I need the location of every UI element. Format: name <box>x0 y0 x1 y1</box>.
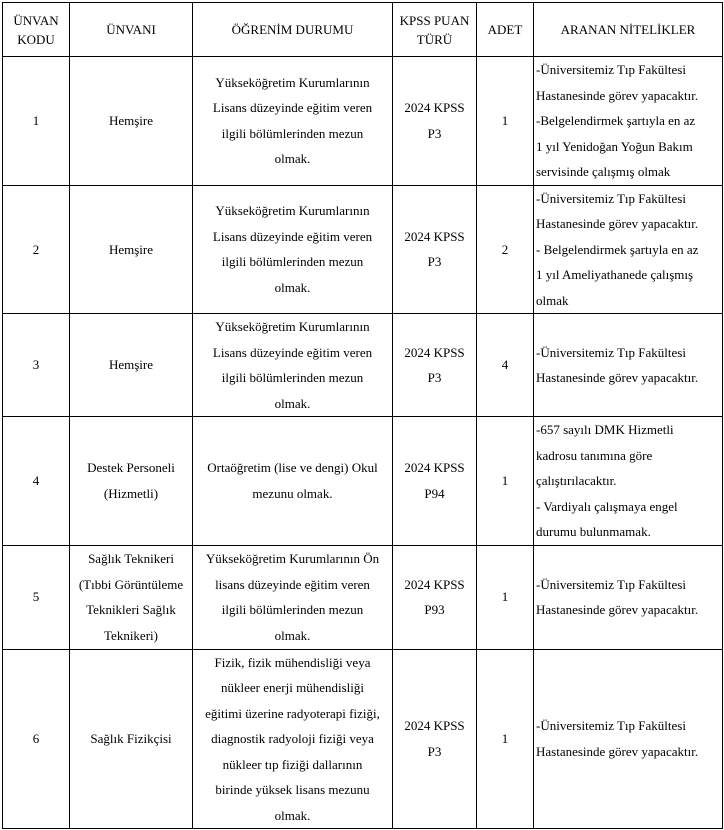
row-adet: 1 <box>477 545 534 649</box>
row-kpss: 2024 KPSS P3 <box>393 57 477 186</box>
row-unvan: Destek Personeli (Hizmetli) <box>70 417 193 546</box>
row-kpss: 2024 KPSS P94 <box>393 417 477 546</box>
table-row <box>3 545 723 649</box>
header-unvani: ÜNVANI <box>70 3 193 57</box>
row-kpss: 2024 KPSS P3 <box>393 649 477 829</box>
row-unvan: Sağlık Fizikçisi <box>70 649 193 829</box>
header-aranan-nitelikler: ARANAN NİTELİKLER <box>534 3 723 57</box>
row-adet: 1 <box>477 649 534 829</box>
row-ogrenim: Yükseköğretim Kurumlarının Ön lisans düzeyinde eğitim veren ilgili bölümlerinden mezun olmak. <box>193 545 393 649</box>
row-unvan: Hemşire <box>70 185 193 314</box>
table-row <box>3 417 723 546</box>
row-kod: 6 <box>3 649 70 829</box>
row-unvan: Sağlık Teknikeri (Tıbbi Görüntüleme Teknikleri Sağlık Teknikeri) <box>70 545 193 649</box>
row-kod: 4 <box>3 417 70 546</box>
row-kpss: 2024 KPSS P3 <box>393 185 477 314</box>
table-row <box>3 57 723 186</box>
row-nitelik: -Üniversitemiz Tıp Fakültesi Hastanesinde görev yapacaktır. <box>534 545 723 649</box>
table-row <box>3 185 723 314</box>
row-adet: 1 <box>477 417 534 546</box>
row-adet: 4 <box>477 314 534 417</box>
row-kod: 5 <box>3 545 70 649</box>
table-row <box>3 649 723 829</box>
table-row <box>3 314 723 417</box>
header-adet: ADET <box>477 3 534 57</box>
row-ogrenim: Yükseköğretim Kurumlarının Lisans düzeyinde eğitim veren ilgili bölümlerinden mezun olmak. <box>193 185 393 314</box>
header-ogrenim-durumu: ÖĞRENİM DURUMU <box>193 3 393 57</box>
row-nitelik: -Üniversitemiz Tıp Fakültesi Hastanesinde görev yapacaktır. <box>534 314 723 417</box>
header-kpss-puan-turu: KPSS PUAN TÜRÜ <box>393 3 477 57</box>
row-nitelik: -657 sayılı DMK Hizmetli kadrosu tanımına göre çalıştırılacaktır. - Vardiyalı çalışmaya engel durumu bulunmamak. <box>534 417 723 546</box>
header-unvan-kodu: ÜNVAN KODU <box>3 3 70 57</box>
row-unvan: Hemşire <box>70 57 193 186</box>
row-ogrenim: Yükseköğretim Kurumlarının Lisans düzeyinde eğitim veren ilgili bölümlerinden mezun olmak. <box>193 57 393 186</box>
header-row <box>3 3 723 57</box>
row-kpss: 2024 KPSS P93 <box>393 545 477 649</box>
row-ogrenim: Ortaöğretim (lise ve dengi) Okul mezunu olmak. <box>193 417 393 546</box>
row-nitelik: -Üniversitemiz Tıp Fakültesi Hastanesinde görev yapacaktır. <box>534 649 723 829</box>
row-adet: 1 <box>477 57 534 186</box>
row-ogrenim: Yükseköğretim Kurumlarının Lisans düzeyinde eğitim veren ilgili bölümlerinden mezun olmak. <box>193 314 393 417</box>
row-unvan: Hemşire <box>70 314 193 417</box>
row-kpss: 2024 KPSS P3 <box>393 314 477 417</box>
row-adet: 2 <box>477 185 534 314</box>
positions-table <box>2 2 723 829</box>
row-kod: 2 <box>3 185 70 314</box>
row-nitelik: -Üniversitemiz Tıp Fakültesi Hastanesinde görev yapacaktır. - Belgelendirmek şartıyla en az 1 yıl Ameliyathanede çalışmış olmak <box>534 185 723 314</box>
row-ogrenim: Fizik, fizik mühendisliği veya nükleer enerji mühendisliği eğitimi üzerine radyoterapi fiziği, diagnostik radyoloji fiziği veya nükleer tıp fiziği dallarının birinde yüksek lisans mezunu olmak. <box>193 649 393 829</box>
row-kod: 1 <box>3 57 70 186</box>
row-nitelik: -Üniversitemiz Tıp Fakültesi Hastanesinde görev yapacaktır. -Belgelendirmek şartıyla en az 1 yıl Yenidoğan Yoğun Bakım servisinde çalışmış olmak <box>534 57 723 186</box>
row-kod: 3 <box>3 314 70 417</box>
